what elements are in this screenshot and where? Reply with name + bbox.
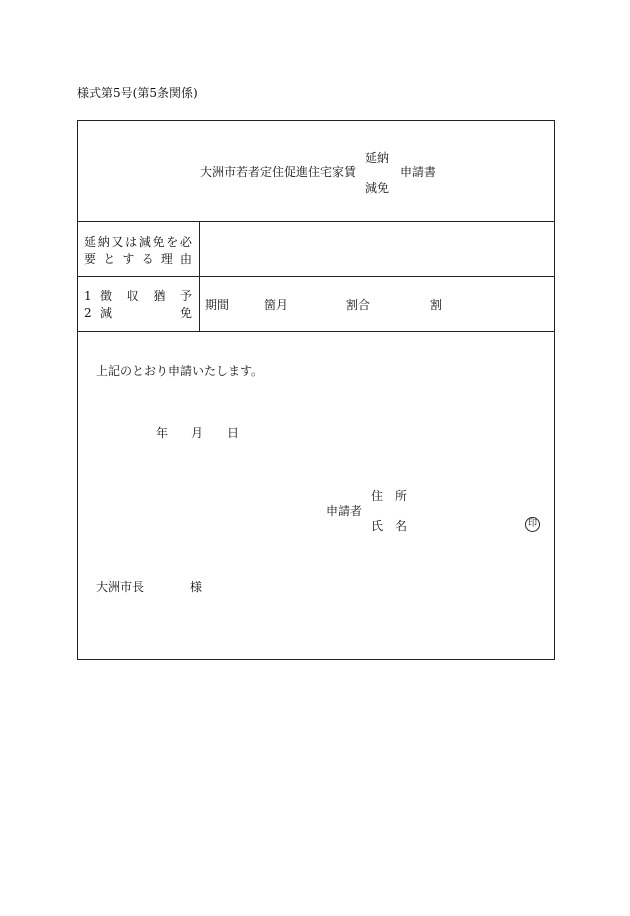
name-label: 氏 名 [371,519,408,533]
option-char: 予 [179,289,192,303]
addressee-name: 大洲市長 [96,580,145,594]
ratio-label: 割合 [346,298,371,312]
type-options [84,288,192,322]
reason-label-char: る [141,252,154,266]
form-title-suffix: 申請書 [400,165,437,179]
form-number: 様式第5号(第5条関係) [77,86,198,100]
applicant-label: 申請者 [326,504,363,518]
period-months-input[interactable] [233,293,263,311]
reason-label-char: 又 [111,235,124,249]
ratio-unit: 割 [430,298,443,312]
form-title-option-reduction: 減免 [365,181,390,195]
address-label: 住 所 [371,489,408,503]
seal-mark-icon: 印 [525,517,540,532]
name-input[interactable] [418,513,518,531]
reason-input-area[interactable] [200,222,555,276]
reason-label-char: す [122,252,135,266]
application-form [77,120,555,660]
reason-label-char: 減 [138,235,151,249]
form-title-main: 大洲市若者定住促進住宅家賃 [200,165,357,179]
row-divider [78,331,554,332]
period-label: 期間 [205,298,230,312]
option-char: 収 [126,289,139,303]
reason-label-char: 理 [160,252,173,266]
reason-label-char: を [166,235,179,249]
row-divider [78,276,554,277]
reason-label-char: は [125,235,138,249]
reason-label-char: 納 [97,235,110,249]
reason-label-char: 由 [179,252,192,266]
option-char: 減 [100,306,113,320]
date-day-label: 日 [227,426,240,440]
option-number: 2 [84,306,92,320]
option-char: 免 [179,306,192,320]
reason-label-char: 延 [84,235,97,249]
reason-label-char: と [103,252,116,266]
address-input[interactable] [418,483,543,501]
option-char: 徴 [100,289,113,303]
form-title-option-deferral: 延納 [365,151,390,165]
addressee-honorific: 様 [190,580,203,594]
declaration-text: 上記のとおり申請いたします。 [96,364,264,378]
months-unit: 箇月 [264,298,289,312]
reason-label [84,234,192,268]
reason-label-char: 免 [152,235,165,249]
reason-label-char: 要 [84,252,97,266]
option-char: 猶 [153,289,166,303]
date-month-label: 月 [191,426,204,440]
option-number: 1 [84,289,92,303]
reason-label-char: 必 [179,235,192,249]
ratio-input[interactable] [373,293,428,311]
date-year-label: 年 [156,426,169,440]
